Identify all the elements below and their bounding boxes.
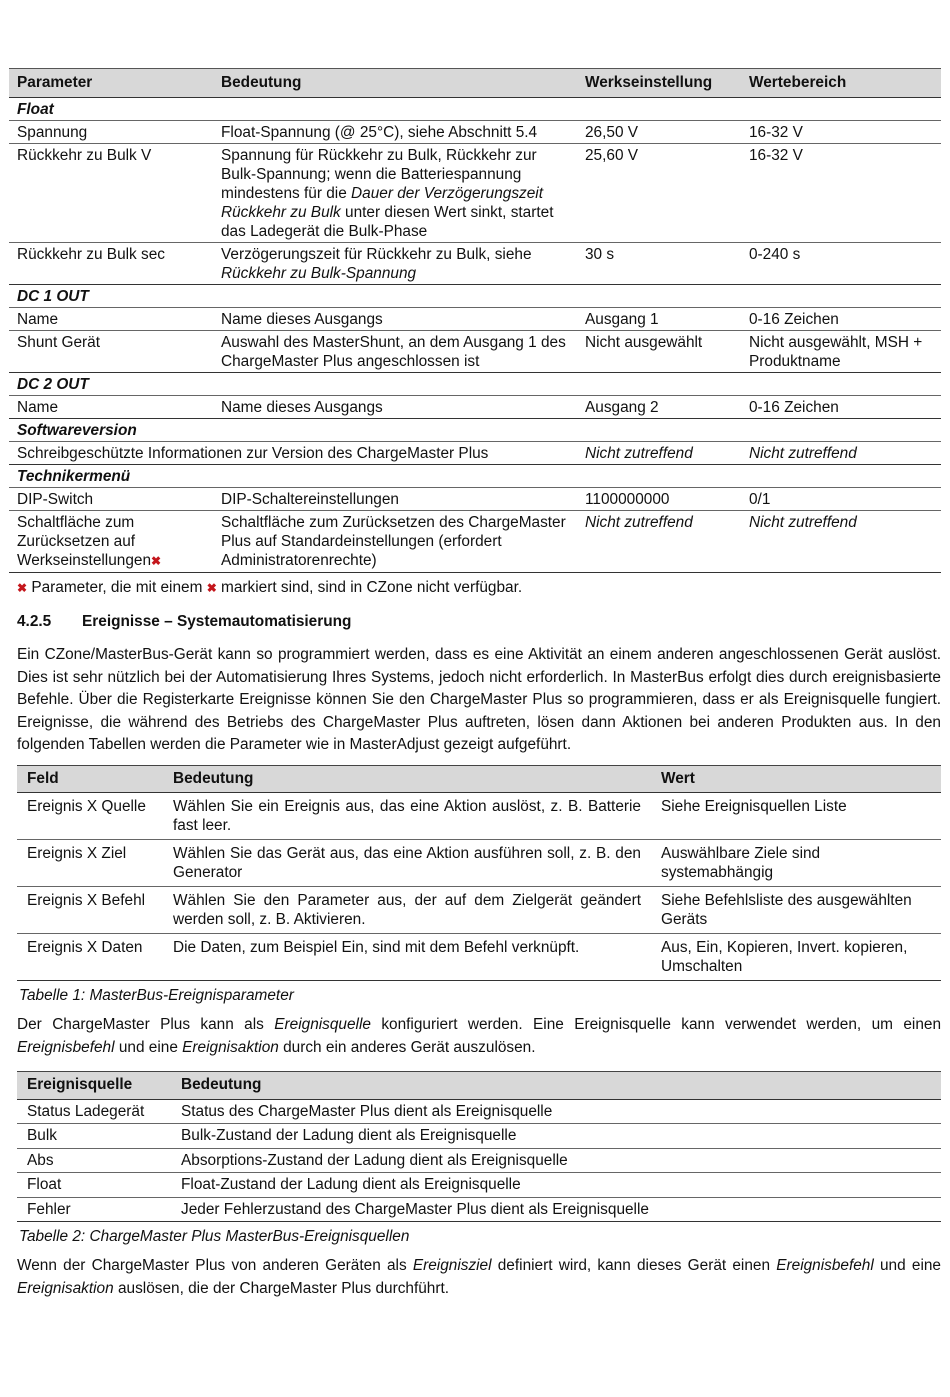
table-row: [9, 511, 941, 573]
section-heading: [17, 612, 941, 631]
cross-mark-icon: ✖: [17, 581, 28, 595]
cell-quelle: Status Ladegerät: [17, 1099, 171, 1124]
table-row: [17, 793, 941, 840]
paragraph-event-source: Der ChargeMaster Plus kann als Ereignisquelle konfiguriert werden. Eine Ereignisquelle kann verwendet werden, um einen Ereignisbefehl und eine Ereignisaktion durch ein anderes Gerät auszulösen.: [17, 1016, 942, 1056]
cell-bedeutung: Jeder Fehlerzustand des ChargeMaster Plus dient als Ereignisquelle: [171, 1197, 941, 1222]
cell-wert: Aus, Ein, Kopieren, Invert. kopieren, Umschalten: [651, 934, 941, 981]
cell-feld: Ereignis X Quelle: [17, 793, 163, 840]
table-row: [17, 1124, 941, 1149]
param-meaning: Float-Spannung (@ 25°C), siehe Abschnitt 5.4: [213, 121, 577, 144]
table-row: [9, 396, 941, 419]
header-parameter: Parameter: [9, 69, 213, 98]
header-bedeutung: Bedeutung: [213, 69, 577, 98]
cell-bedeutung: Wählen Sie den Parameter aus, der auf dem Zielgerät geändert werden soll, z. B. Aktivieren.: [163, 887, 651, 934]
param-default: 1100000000: [577, 488, 741, 511]
table-caption: Tabelle 1: MasterBus-Ereignisparameter: [19, 987, 294, 1004]
cross-mark-icon: ✖: [151, 554, 162, 568]
header-wertebereich: Wertebereich: [741, 69, 941, 98]
param-name: Schaltfläche zum Zurücksetzen auf Werkseinstellungen✖: [9, 511, 213, 573]
param-range: 16-32 V: [741, 144, 941, 243]
param-default: Ausgang 2: [577, 396, 741, 419]
param-default: Ausgang 1: [577, 308, 741, 331]
cell-bedeutung: Die Daten, zum Beispiel Ein, sind mit dem Befehl verknüpft.: [163, 934, 651, 981]
cell-bedeutung: Float-Zustand der Ladung dient als Ereignisquelle: [171, 1173, 941, 1198]
param-range: 0-16 Zeichen: [741, 396, 941, 419]
param-meaning: Schaltfläche zum Zurücksetzen des ChargeMaster Plus auf Standardeinstellungen (erfordert Administratorenrechte): [213, 511, 577, 573]
cell-wert: Siehe Ereignisquellen Liste: [651, 793, 941, 840]
event-source-table: [17, 1071, 941, 1222]
header-ereignisquelle: Ereignisquelle: [17, 1072, 171, 1100]
cell-quelle: Fehler: [17, 1197, 171, 1222]
cell-quelle: Abs: [17, 1148, 171, 1173]
table-row: [9, 442, 941, 465]
table-row: [17, 1099, 941, 1124]
param-range: 0-16 Zeichen: [741, 308, 941, 331]
cross-mark-icon: ✖: [206, 581, 217, 595]
header-feld: Feld: [17, 765, 163, 793]
param-range: Nicht zutreffend: [741, 442, 941, 465]
param-default: Nicht zutreffend: [577, 511, 741, 573]
cell-wert: Auswählbare Ziele sind systemabhängig: [651, 840, 941, 887]
table-caption: Tabelle 2: ChargeMaster Plus MasterBus-Ereignisquellen: [19, 1228, 410, 1245]
table-row: [17, 1173, 941, 1198]
table-row: [9, 243, 941, 285]
param-default: Nicht zutreffend: [577, 442, 741, 465]
section-title: Softwareversion: [9, 419, 941, 442]
section-title: DC 1 OUT: [9, 285, 941, 308]
event-parameter-table: [17, 765, 941, 982]
parameter-table: [9, 68, 941, 573]
parameter-table-header: [9, 69, 941, 98]
param-meaning: Verzögerungszeit für Rückkehr zu Bulk, siehe Rückkehr zu Bulk-Spannung: [213, 243, 577, 285]
param-name: Rückkehr zu Bulk sec: [9, 243, 213, 285]
cell-bedeutung: Status des ChargeMaster Plus dient als Ereignisquelle: [171, 1099, 941, 1124]
table-row: [17, 1148, 941, 1173]
param-meaning: Name dieses Ausgangs: [213, 308, 577, 331]
param-default: 30 s: [577, 243, 741, 285]
section-row-dc1-out: [9, 285, 941, 308]
param-meaning: Schreibgeschützte Informationen zur Version des ChargeMaster Plus: [9, 442, 577, 465]
param-meaning: Spannung für Rückkehr zu Bulk, Rückkehr zur Bulk-Spannung; wenn die Batteriespannung mindestens für die Dauer der Verzögerungszeit Rückkehr zu Bulk unter diesen Wert sinkt, startet das Ladegerät die Bulk-Phase: [213, 144, 577, 243]
section-number: 4.2.5: [17, 613, 52, 630]
header-bedeutung: Bedeutung: [171, 1072, 941, 1100]
table-row: [17, 887, 941, 934]
cell-quelle: Float: [17, 1173, 171, 1198]
param-name: DIP-Switch: [9, 488, 213, 511]
table-header: [17, 1072, 941, 1100]
param-range: 0/1: [741, 488, 941, 511]
cell-bedeutung: Wählen Sie das Gerät aus, das eine Aktion ausführen soll, z. B. den Generator: [163, 840, 651, 887]
param-name: Spannung: [9, 121, 213, 144]
param-name: Shunt Gerät: [9, 331, 213, 373]
param-range: Nicht ausgewählt, MSH + Produktname: [741, 331, 941, 373]
cell-feld: Ereignis X Ziel: [17, 840, 163, 887]
table-row: [17, 840, 941, 887]
param-name: Name: [9, 308, 213, 331]
table-header: [17, 765, 941, 793]
paragraph-event-target: Wenn der ChargeMaster Plus von anderen Geräten als Ereignisziel definiert wird, kann dieses Gerät einen Ereignisbefehl und eine Ereignisaktion auslösen, die der ChargeMaster Plus durchführt.: [17, 1257, 941, 1297]
table-row: [17, 934, 941, 981]
cell-bedeutung: Absorptions-Zustand der Ladung dient als Ereignisquelle: [171, 1148, 941, 1173]
section-title: DC 2 OUT: [9, 373, 941, 396]
table-row: [9, 144, 941, 243]
cell-quelle: Bulk: [17, 1124, 171, 1149]
table-row: [17, 1197, 941, 1222]
table-row: [9, 121, 941, 144]
cell-wert: Siehe Befehlsliste des ausgewählten Geräts: [651, 887, 941, 934]
cell-bedeutung: Bulk-Zustand der Ladung dient als Ereignisquelle: [171, 1124, 941, 1149]
param-range: 0-240 s: [741, 243, 941, 285]
header-wert: Wert: [651, 765, 941, 793]
section-title: Float: [9, 98, 941, 121]
section-row-float: [9, 98, 941, 121]
header-werkseinstellung: Werkseinstellung: [577, 69, 741, 98]
table-footnote: ✖ Parameter, die mit einem ✖ markiert sind, sind in CZone nicht verfügbar.: [17, 579, 523, 596]
param-name: Rückkehr zu Bulk V: [9, 144, 213, 243]
param-range: Nicht zutreffend: [741, 511, 941, 573]
param-default: Nicht ausgewählt: [577, 331, 741, 373]
paragraph-intro: Ein CZone/MasterBus-Gerät kann so programmiert werden, dass es eine Aktivität an einem anderen angeschlossenen Gerät auslöst. Dies ist sehr nützlich bei der Automatisierung Ihres Systems, jedoch nicht erforderlich. In MasterBus erfolgt dies durch ereignisbasierte Befehle. Über die Registerkarte Ereignisse können Sie den ChargeMaster Plus so programmieren, dass er als Ereignisquelle fungiert. Ereignisse, die während des Betriebs des ChargeMaster Plus auftreten, lösen dann Aktionen bei anderen Produkten aus. In den folgenden Tabellen werden die Parameter wie in MasterAdjust gezeigt aufgeführt.: [17, 646, 941, 753]
header-bedeutung: Bedeutung: [163, 765, 651, 793]
document-page: [9, 68, 941, 1300]
section-row-technikermenue: [9, 465, 941, 488]
param-range: 16-32 V: [741, 121, 941, 144]
section-title: Technikermenü: [9, 465, 941, 488]
cell-bedeutung: Wählen Sie ein Ereignis aus, das eine Aktion auslöst, z. B. Batterie fast leer.: [163, 793, 651, 840]
section-row-softwareversion: [9, 419, 941, 442]
param-meaning: DIP-Schaltereinstellungen: [213, 488, 577, 511]
section-title: Ereignisse – Systemautomatisierung: [82, 613, 352, 630]
table-row: [9, 331, 941, 373]
cell-feld: Ereignis X Daten: [17, 934, 163, 981]
param-meaning: Auswahl des MasterShunt, an dem Ausgang 1 des ChargeMaster Plus angeschlossen ist: [213, 331, 577, 373]
cell-feld: Ereignis X Befehl: [17, 887, 163, 934]
table-row: [9, 308, 941, 331]
param-name: Name: [9, 396, 213, 419]
param-meaning: Name dieses Ausgangs: [213, 396, 577, 419]
param-default: 26,50 V: [577, 121, 741, 144]
table-row: [9, 488, 941, 511]
section-row-dc2-out: [9, 373, 941, 396]
param-default: 25,60 V: [577, 144, 741, 243]
